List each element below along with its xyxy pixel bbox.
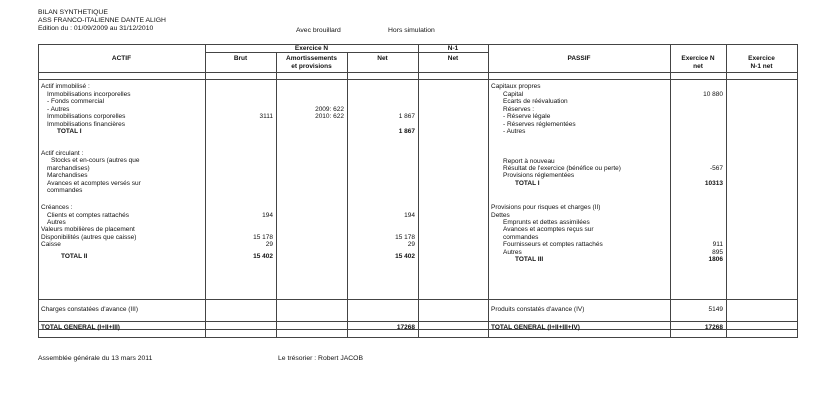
actif-net-value: 194 <box>404 212 415 219</box>
actif-amort-value: 2009: 622 <box>315 106 344 113</box>
actif-brut-value: 29 <box>265 241 273 248</box>
passif-row-label: Report à nouveau <box>503 158 555 165</box>
actif-net-value: 15 178 <box>395 234 415 241</box>
passif-exercice-n-value: 5149 <box>708 306 723 313</box>
passif-row-label: TOTAL GENERAL (I+II+III+IV) <box>491 324 580 331</box>
passif-row-label: Capitaux propres <box>491 83 541 90</box>
actif-row-label: Actif circulant : <box>41 150 84 157</box>
passif-row-label: - Réserves réglementées <box>503 121 576 128</box>
actif-row-label: Immobilisations incorporelles <box>47 91 131 98</box>
passif-exercice-n-value: 17268 <box>704 324 723 331</box>
actif-row-label: Actif immobilisé : <box>41 83 90 90</box>
brut-header: Brut <box>233 55 248 62</box>
exercice-n-net-header: Exercice N <box>681 55 715 62</box>
passif-row-label: TOTAL III <box>515 256 544 263</box>
actif-row-label: TOTAL II <box>61 253 88 260</box>
actif-row-label: Disponibilités (autres que caisse) <box>41 234 137 241</box>
net-n1-header: Net <box>447 55 459 62</box>
actif-row-label: Marchandises <box>47 172 88 179</box>
actif-row-label: TOTAL I <box>57 128 82 135</box>
passif-row-label: Produits constatés d'avance (IV) <box>491 306 585 313</box>
passif-exercice-n-value: 10313 <box>704 180 723 187</box>
actif-net-value: 15 402 <box>395 253 415 260</box>
passif-row-label: Ecarts de réévaluation <box>503 98 568 105</box>
n1-header: N-1 <box>447 45 459 52</box>
actif-net-value: 1 867 <box>398 128 415 135</box>
exercice-n1-header: Exercice <box>748 55 775 62</box>
actif-row-label: Charges constatées d'avance (III) <box>41 306 138 313</box>
passif-exercice-n-value: -567 <box>709 165 723 172</box>
actif-row-label: Stocks et en-cours (autres que <box>51 157 140 164</box>
tresorier-signature: Le trésorier : Robert JACOB <box>278 355 363 362</box>
report-title: BILAN SYNTHETIQUE <box>38 9 108 16</box>
actif-brut-value: 3111 <box>259 113 273 120</box>
actif-row-label: Créances : <box>41 204 73 211</box>
actif-row-label: Avances et acomptes versés sur <box>47 180 141 187</box>
balance-sheet-table <box>38 44 798 338</box>
actif-amort-value: 2010: 622 <box>315 113 344 120</box>
association-name: ASS FRANCO-ITALIENNE DANTE ALIGH <box>38 17 166 24</box>
passif-row-label: Réserves : <box>503 106 535 113</box>
assemblee-generale-note: Assemblée générale du 13 mars 2011 <box>38 355 153 362</box>
actif-row-label: Valeurs mobilières de placement <box>41 226 135 233</box>
passif-row-label: Fournisseurs et comptes rattachés <box>503 241 603 248</box>
passif-row-label: Dettes <box>491 212 510 219</box>
passif-exercice-n-value: 1806 <box>708 256 723 263</box>
exercice-n-header: Exercice N <box>294 45 329 52</box>
passif-row-label: Provisions réglementées <box>503 172 575 179</box>
actif-row-label: Clients et comptes rattachés <box>47 212 130 219</box>
actif-row-label: - Autres <box>47 106 70 113</box>
passif-row-label: Emprunts et dettes assimilées <box>503 219 590 226</box>
passif-row-label: TOTAL I <box>515 180 540 187</box>
passif-exercice-n-value: 10 880 <box>703 91 723 98</box>
passif-row-label: Provisions pour risques et charges (II) <box>491 204 601 211</box>
passif-row-label: - Réserve légale <box>503 113 551 120</box>
passif-exercice-n-value: 911 <box>712 241 723 248</box>
actif-row-label: Caisse <box>41 241 61 248</box>
exercice-n1-header-2: N-1 net <box>750 63 773 70</box>
actif-header: ACTIF <box>111 55 132 62</box>
actif-row-label: Immobilisations financières <box>47 121 126 128</box>
amort-header-2: et provisions <box>291 63 332 70</box>
passif-row-label: Capital <box>503 91 524 98</box>
amort-header: Amortissements <box>286 55 337 62</box>
passif-row-label: Avances et acomptes reçus sur <box>503 226 594 233</box>
actif-row-label: TOTAL GENERAL (I+II+III) <box>41 324 120 331</box>
actif-row-label: commandes <box>47 187 83 194</box>
passif-row-label: Résultat de l'exercice (bénéfice ou perte) <box>503 165 621 172</box>
actif-brut-value: 194 <box>262 212 273 219</box>
net-header: Net <box>377 55 388 62</box>
hors-simulation-label: Hors simulation <box>388 27 435 34</box>
passif-header: PASSIF <box>567 55 591 62</box>
actif-brut-value: 15 402 <box>253 253 273 260</box>
actif-net-value: 17268 <box>396 324 415 331</box>
actif-row-label: - Fonds commercial <box>47 98 105 105</box>
passif-row-label: - Autres <box>503 128 526 135</box>
actif-row-label: Immobilisations corporelles <box>47 113 126 120</box>
actif-row-label: Autres <box>47 219 66 226</box>
avec-brouillard-label: Avec brouillard <box>296 27 341 34</box>
actif-row-label: marchandises) <box>47 165 90 172</box>
actif-brut-value: 15 178 <box>253 234 273 241</box>
passif-row-label: commandes <box>503 234 539 241</box>
exercice-n-net-header-2: net <box>693 63 703 70</box>
passif-exercice-n-value: 895 <box>712 249 723 256</box>
actif-net-value: 29 <box>407 241 415 248</box>
edition-period: Edition du : 01/09/2009 au 31/12/2010 <box>38 25 154 32</box>
passif-row-label: Autres <box>503 249 522 256</box>
actif-net-value: 1 867 <box>398 113 415 120</box>
